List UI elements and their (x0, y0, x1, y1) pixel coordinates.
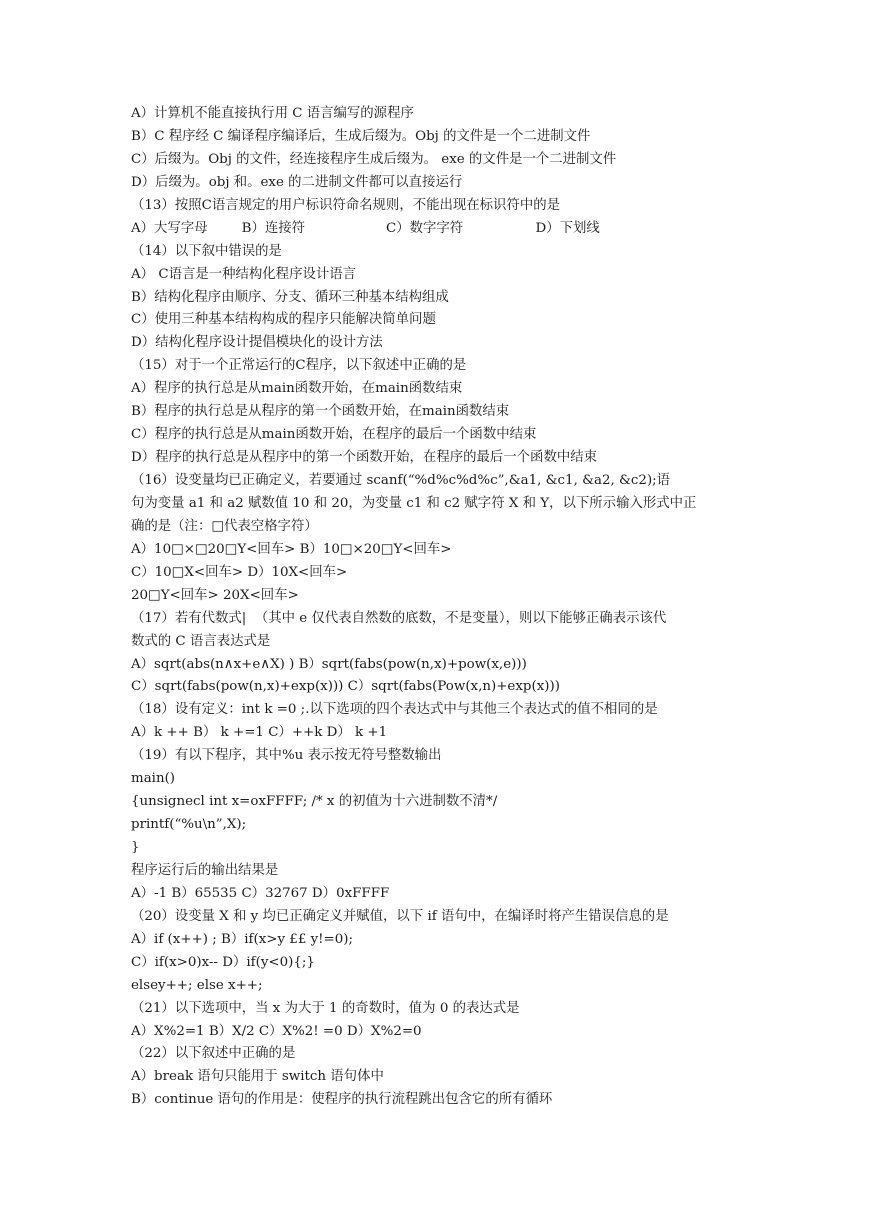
text-line: B）continue 语句的作用是：使程序的执行流程跳出包含它的所有循环 (131, 1092, 553, 1108)
question-18: （18）设有定义：int k =0 ;.以下选项的四个表达式中与其他三个表达式的值不相同的是 (131, 702, 658, 718)
question-19: （19）有以下程序，其中%u 表示按无符号整数输出 (131, 748, 442, 764)
text-line: A）if (x++) ; B）if(x>y ££ y!=0); (131, 931, 354, 947)
text-line: C）使用三种基本结构构成的程序只能解决简单问题 (131, 312, 436, 328)
question-13: （13）按照C语言规定的用户标识符命名规则，不能出现在标识符中的是 (131, 197, 561, 213)
text-line: A）X%2=1 B）X/2 C）X%2! =0 D）X%2=0 (131, 1023, 422, 1039)
text-line: A）break 语句只能用于 switch 语句体中 (131, 1069, 384, 1085)
text-line: C）if(x>0)x-- D）if(y<0){;} (131, 954, 315, 970)
text-line: A）程序的执行总是从main函数开始，在main函数结束 (131, 381, 463, 397)
question-20: （20）设变量 X 和 y 均已正确定义并赋值，以下 if 语句中，在编译时将产生错误信息的是 (131, 908, 669, 924)
text-line: 确的是（注：□代表空格字符） (131, 518, 318, 534)
question-16: （16）设变量均已正确定义，若要通过 scanf(“%d%c%d%c”,&a1, &c1, &a2, &c2);语 (131, 473, 671, 488)
question-21: （21）以下选项中，当 x 为大于 1 的奇数时，值为 0 的表达式是 (131, 1000, 520, 1016)
question-22: （22）以下叙述中正确的是 (131, 1046, 296, 1062)
text-line: A）-1 B）65535 C）32767 D）0xFFFF (131, 885, 390, 901)
text-line: A）大写字母 B）连接符 C）数字字符 D）下划线 (131, 220, 600, 236)
text-line: B）C 程序经 C 编译程序编译后，生成后缀为。Obj 的文件是一个二进制文件 (131, 128, 591, 144)
text-line: A）计算机不能直接执行用 C 语言编写的源程序 (131, 106, 414, 121)
text-line: 程序运行后的输出结果是 (131, 862, 279, 878)
text-line: C）程序的执行总是从main函数开始，在程序的最后一个函数中结束 (131, 427, 537, 443)
text-line: C）后缀为。Obj 的文件，经连接程序生成后缀为。 exe 的文件是一个二进制文件 (131, 151, 617, 167)
document-body (131, 103, 741, 1112)
code-line: } (131, 840, 140, 855)
text-line: B）结构化程序由顺序、分支、循环三种基本结构组成 (131, 289, 449, 305)
code-line: {unsignecl int x=oxFFFF; /* x 的初值为十六进制数不清*/ (131, 794, 498, 810)
text-line: B）程序的执行总是从程序的第一个函数开始，在main函数结束 (131, 404, 510, 420)
question-17: （17）若有代数式| （其中 e 仅代表自然数的底数，不是变量），则以下能够正确表示该代 (131, 610, 667, 626)
text-line: C）10□X<回车> D）10X<回车> (131, 564, 348, 580)
text-line: elsey++; else x++; (131, 977, 263, 993)
text-line: 20□Y<回车> 20X<回车> (131, 587, 299, 603)
text-line: 句为变量 a1 和 a2 赋数值 10 和 20，为变量 c1 和 c2 赋字符 X 和 Y，以下所示输入形式中正 (131, 495, 697, 511)
text-line: A）sqrt(abs(n∧x+e∧X) ) B）sqrt(fabs(pow(n,x)+pow(x,e))) (131, 656, 527, 672)
code-line: printf(“%u\n”,X); (131, 817, 247, 833)
text-line: D）程序的执行总是从程序中的第一个函数开始，在程序的最后一个函数中结束 (131, 450, 598, 466)
code-line: main() (131, 771, 176, 787)
text-line: D）后缀为。obj 和。exe 的二进制文件都可以直接运行 (131, 174, 463, 190)
text-line: C）sqrt(fabs(pow(n,x)+exp(x))) C）sqrt(fabs(Pow(x,n)+exp(x))) (131, 679, 560, 695)
text-line: A） C语言是一种结构化程序设计语言 (131, 266, 357, 282)
text-line: A）10□×□20□Y<回车> B）10□×20□Y<回车> (131, 541, 452, 557)
text-line: D）结构化程序设计提倡模块化的设计方法 (131, 335, 383, 351)
text-line: A）k ++ B） k +=1 C）++k D） k +1 (131, 725, 388, 741)
question-14: （14）以下叙中错误的是 (131, 243, 282, 259)
text-line: 数式的 C 语言表达式是 (131, 633, 271, 649)
question-15: （15）对于一个正常运行的C程序，以下叙述中正确的是 (131, 358, 467, 374)
